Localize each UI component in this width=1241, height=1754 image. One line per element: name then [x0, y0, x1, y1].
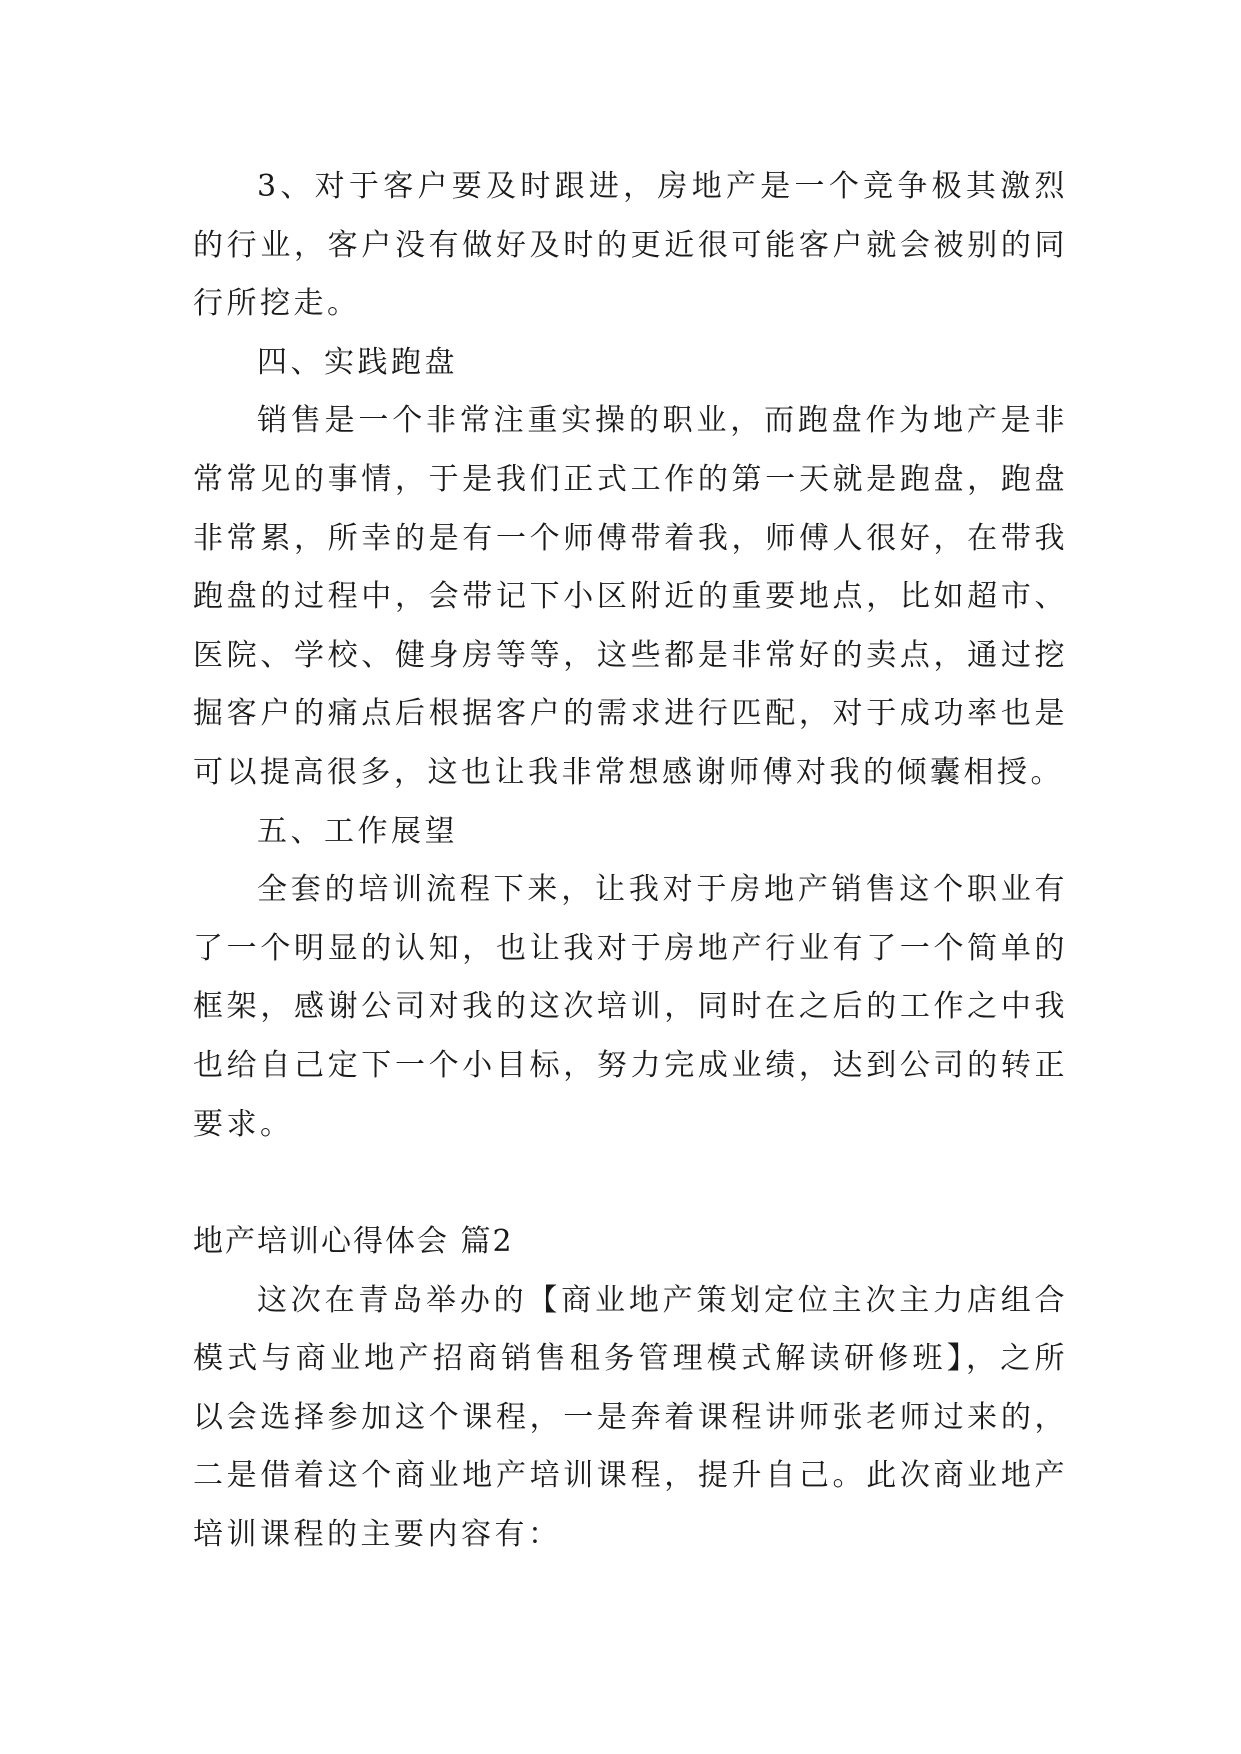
paragraph-work-outlook: 全套的培训流程下来，让我对于房地产销售这个职业有了一个明显的认知，也让我对于房地产行业有了一个简单的框架，感谢公司对我的这次培训，同时在之后的工作之中我也给自己定下一个小目标，努力完成业绩，达到公司的转正要求。: [193, 872, 1068, 1142]
heading-practice-runs: 四、实践跑盘: [257, 344, 458, 380]
section-title: 地产培训心得体会 篇2: [193, 1224, 514, 1260]
document-body: [193, 158, 1068, 1565]
paragraph-follow-up: 3、对于客户要及时跟进，房地产是一个竞争极其激烈的行业，客户没有做好及时的更近很可能客户就会被别的同行所挖走。: [193, 169, 1068, 322]
paragraph-practice-runs: 销售是一个非常注重实操的职业，而跑盘作为地产是非常常见的事情，于是我们正式工作的第一天就是跑盘，跑盘非常累，所幸的是有一个师傅带着我，师傅人很好，在带我跑盘的过程中，会带记下小区附近的重要地点，比如超市、医院、学校、健身房等等，这些都是非常好的卖点，通过挖掘客户的痛点后根据客户的需求进行匹配，对于成功率也是可以提高很多，这也让我非常想感谢师傅对我的倾囊相授。: [193, 403, 1068, 790]
paragraph-section2-intro: 这次在青岛举办的【商业地产策划定位主次主力店组合模式与商业地产招商销售租务管理模式解读研修班】，之所以会选择参加这个课程，一是奔着课程讲师张老师过来的，二是借着这个商业地产培训课程，提升自己。此次商业地产培训课程的主要内容有：: [193, 1282, 1068, 1553]
heading-work-outlook: 五、工作展望: [257, 813, 458, 849]
